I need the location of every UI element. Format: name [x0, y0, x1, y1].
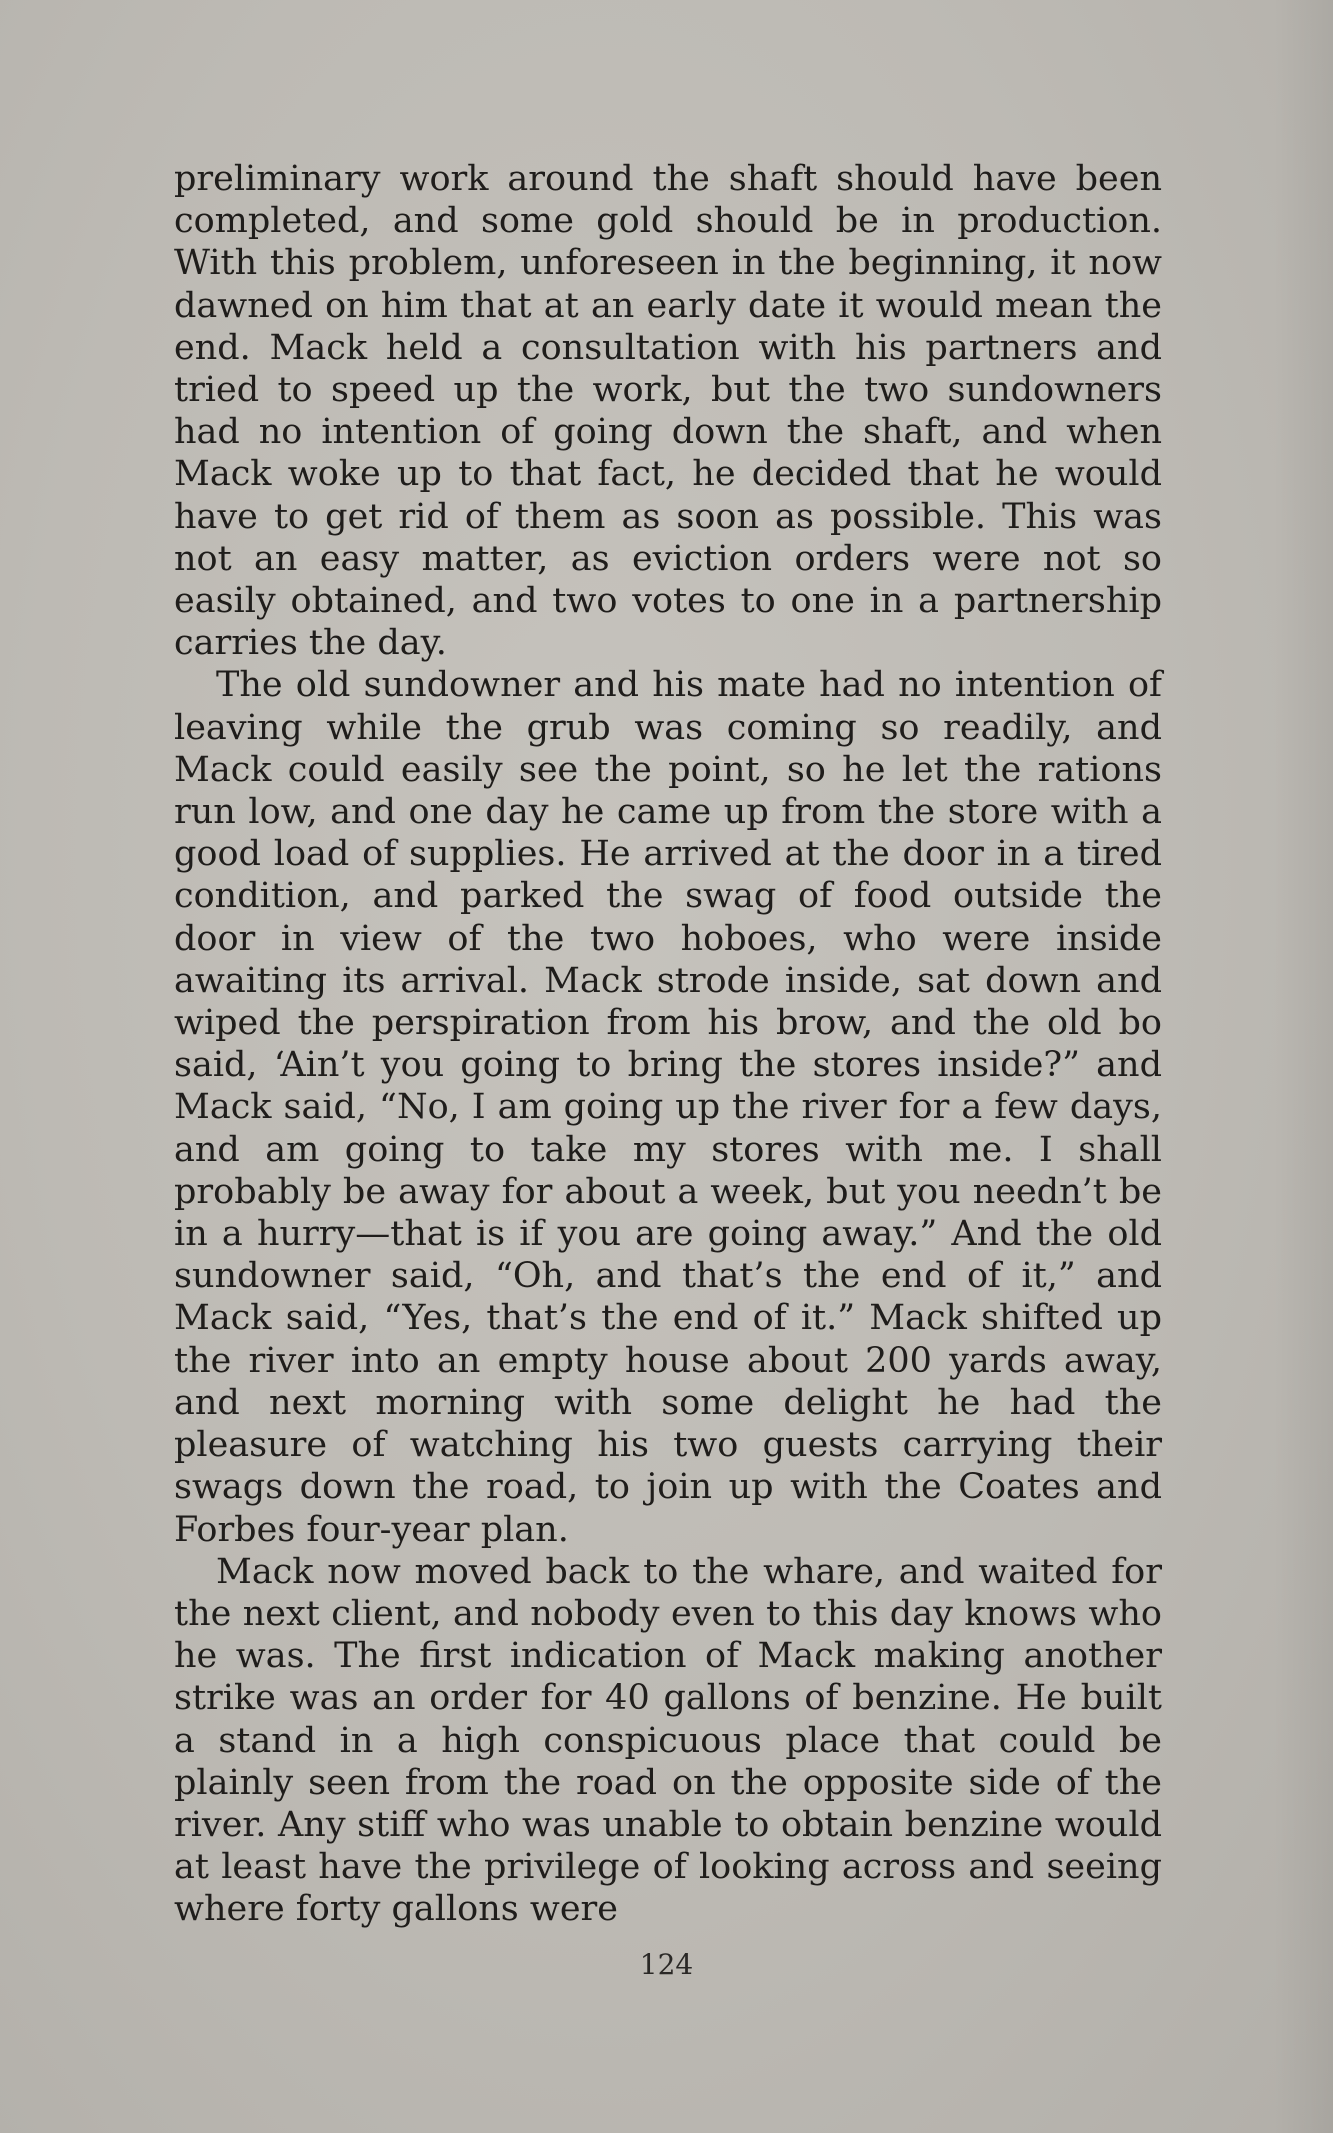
- paragraph-2: The old sundowner and his mate had no intention of leaving while the grub was coming so readily, and Mack could easily see the point, so he let the rations run low, and one day he came up from the store with a good load of supplies. He arrived at the door in a tired condition, and parked the swag of food outside the door in view of the two hoboes, who were inside awaiting its arrival. Mack strode inside, sat down and wiped the perspiration from his brow, and the old bo said, ‘Ain’t you going to bring the stores inside?” and Mack said, “No, I am going up the river for a few days, and am going to take my stores with me. I shall probably be away for about a week, but you needn’t be in a hurry—that is if you are going away.” And the old sundowner said, “Oh, and that’s the end of it,” and Mack said, “Yes, that’s the end of it.” Mack shifted up the river into an empty house about 200 yards away, and next morning with some delight he had the pleasure of watching his two guests carrying their swags down the road, to join up with the Coates and Forbes four-year plan.: [174, 665, 1162, 1550]
- page-number: 124: [639, 1948, 694, 1981]
- paragraph-1: preliminary work around the shaft should have been completed, and some gold should be in production. With this problem, unforeseen in the beginning, it now dawned on him that at an early date it would mean the end. Mack held a consultation with his partners and tried to speed up the work, but the two sundowners had no intention of going down the shaft, and when Mack woke up to that fact, he decided that he would have to get rid of them as soon as possible. This was not an easy matter, as eviction orders were not so easily obtained, and two votes to one in a partnership carries the day.: [174, 159, 1162, 664]
- body-text: [174, 158, 1162, 1931]
- paragraph-3: Mack now moved back to the whare, and waited for the next client, and nobody even to this day knows who he was. The first indication of Mack making another strike was an order for 40 gallons of benzine. He built a stand in a high conspicuous place that could be plainly seen from the road on the opposite side of the river. Any stiff who was unable to obtain benzine would at least have the privilege of looking across and seeing where forty gallons were: [174, 1551, 1162, 1930]
